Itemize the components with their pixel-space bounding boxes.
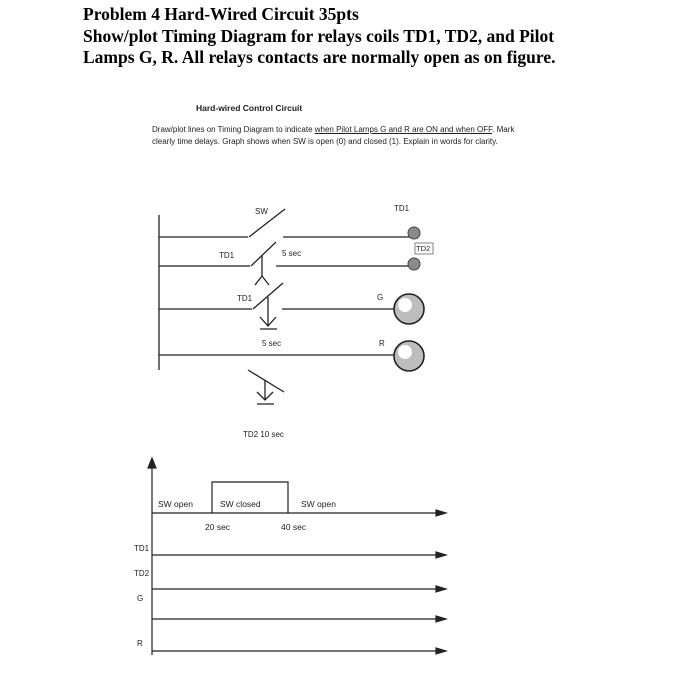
- figure-instructions-line2: clearly time delays. Graph shows when SW is open (0) and closed (1). Explain in words for clarity.: [152, 137, 498, 146]
- td1-delay-label: 5 sec: [282, 249, 302, 258]
- sw-timeline-arrow: [436, 510, 446, 516]
- row-label-r: R: [137, 639, 143, 648]
- figure-title: Hard-wired Control Circuit: [196, 103, 303, 113]
- td2-coil-label: TD2: [416, 244, 431, 253]
- problem-line-3: Lamps G, R. All relays contacts are normally open as on figure.: [83, 47, 556, 67]
- row-label-td2: TD2: [134, 569, 150, 578]
- g-timeline-arrow: [436, 616, 446, 622]
- td2-coil-symbol: [408, 258, 420, 270]
- r-timeline-arrow: [436, 648, 446, 654]
- td1-timeline-arrow: [436, 552, 446, 558]
- instr-part-a: Draw/plot lines on Timing Diagram to indicate: [152, 125, 315, 134]
- red-lamp-glare: [398, 345, 412, 359]
- sw-open-label-1: SW open: [158, 499, 193, 509]
- td1-delay2-label: 5 sec: [262, 339, 282, 348]
- td2-timeline-arrow: [436, 586, 446, 592]
- problem-title: Problem 4 Hard-Wired Circuit 35pts: [83, 4, 359, 24]
- td1-coil-label: TD1: [394, 204, 410, 213]
- td1-timer-arrow-1: [255, 276, 269, 285]
- sw-closed-label: SW closed: [220, 499, 261, 509]
- td2-contact: [248, 370, 284, 392]
- td1-contact-1: [251, 242, 276, 266]
- timing-diagram: [148, 458, 446, 655]
- instr-part-c: . Mark: [492, 125, 515, 134]
- td1-contact-label: TD1: [219, 251, 235, 260]
- timing-axis-arrowhead: [148, 458, 156, 468]
- problem-line-2: Show/plot Timing Diagram for relays coils TD1, TD2, and Pilot: [83, 26, 555, 46]
- sw-open-label-2: SW open: [301, 499, 336, 509]
- row-label-td1: TD1: [134, 544, 150, 553]
- td2-delay-label: TD2 10 sec: [243, 430, 284, 439]
- green-lamp-glare: [398, 298, 412, 312]
- time-20-label: 20 sec: [205, 522, 231, 532]
- row-label-g: G: [137, 594, 144, 603]
- instr-part-b: when Pilot Lamps G and R are ON and when OFF: [314, 125, 493, 134]
- td1-coil-symbol: [408, 227, 420, 239]
- td1-contact2-label: TD1: [237, 294, 253, 303]
- r-lamp-label: R: [379, 339, 385, 348]
- sw-label: SW: [255, 207, 268, 216]
- ladder-diagram: [159, 209, 416, 404]
- g-lamp-label: G: [377, 293, 384, 302]
- time-40-label: 40 sec: [281, 522, 307, 532]
